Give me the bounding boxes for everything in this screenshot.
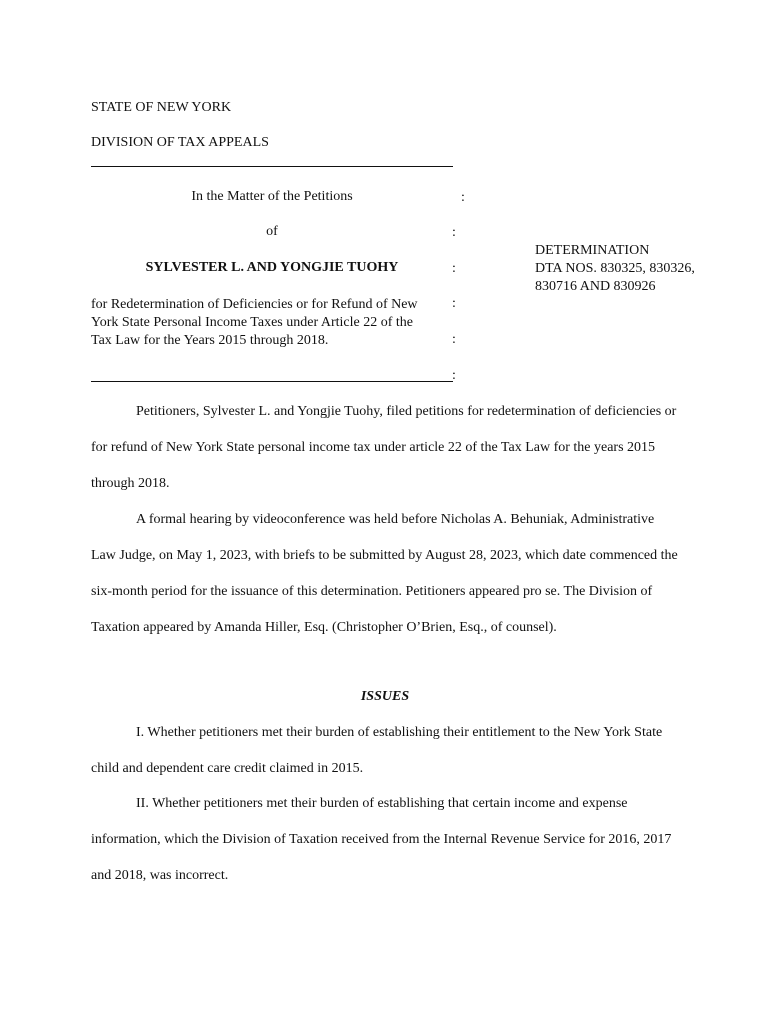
paragraph-hearing: A formal hearing by videoconference was held before Nicholas A. Behuniak, Administrative Law Judge, on May 1, 2023, with briefs to be submitted by August 28, 2023, which date commenced the six-month period for the issuance of this determination. Petitioners appeared pro se. The Division of Taxation appeared by Amanda Hiller, Esq. (Christopher O’Brien, Esq., of counsel).	[91, 512, 678, 635]
caption-colon: :	[452, 368, 456, 383]
issue-two: II. Whether petitioners met their burden of establishing that certain income and expense information, which the Division of Taxation received from the Internal Revenue Service for 2016, 2017 and 2018, was incorrect.	[91, 796, 672, 883]
determination-block	[535, 242, 695, 296]
paragraph-petition: Petitioners, Sylvester L. and Yongjie Tuohy, filed petitions for redetermination of deficiencies or for refund of New York State personal income tax under article 22 of the Tax Law for the years 2015 through 2018.	[91, 404, 677, 491]
petitioner-names: SYLVESTER L. AND YONGJIE TUOHY	[145, 260, 399, 275]
matter-line: In the Matter of the Petitions	[191, 189, 353, 204]
caption-bottom-rule	[91, 381, 453, 382]
caption-colon: :	[452, 225, 456, 240]
issue-one: I. Whether petitioners met their burden of establishing their entitlement to the New York State child and dependent care credit claimed in 2015.	[91, 725, 663, 776]
caption-colon: :	[452, 261, 456, 276]
caption-top-rule	[91, 166, 453, 167]
dta-numbers: DTA NOS. 830325, 830326, 830716 AND 830926	[535, 261, 695, 294]
caption-colon: :	[452, 332, 456, 347]
petition-subject: for Redetermination of Deficiencies or for Refund of New York State Personal Income Taxes under Article 22 of the Tax Law for the Years 2015 through 2018.	[91, 297, 418, 348]
caption-colon: :	[452, 296, 456, 311]
state-heading: STATE OF NEW YORK	[91, 100, 232, 115]
issues-heading: ISSUES	[360, 689, 410, 704]
of-line: of	[266, 224, 278, 239]
division-heading: DIVISION OF TAX APPEALS	[91, 135, 269, 150]
caption-colon: :	[461, 190, 465, 205]
determination-title: DETERMINATION	[535, 243, 650, 258]
